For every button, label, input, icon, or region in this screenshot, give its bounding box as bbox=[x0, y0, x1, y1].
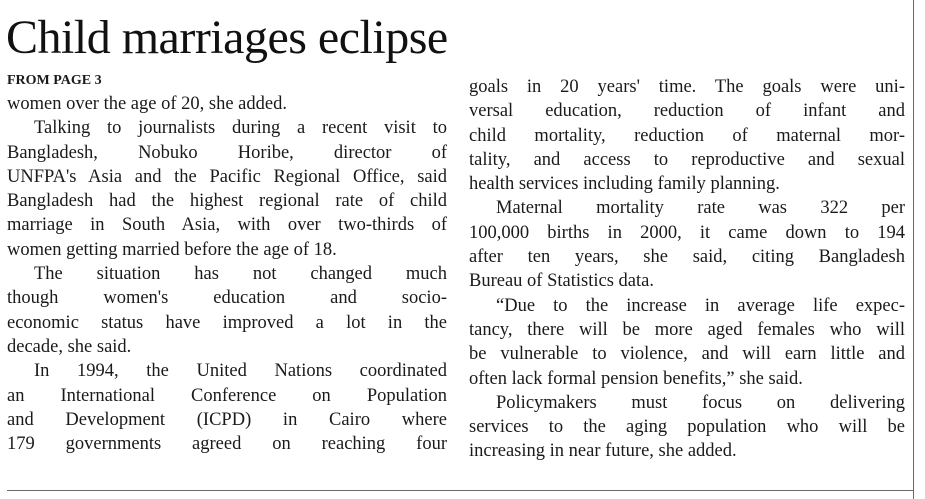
body-line: and Development (ICPD) in Cairo where bbox=[7, 409, 447, 430]
bottom-rule bbox=[7, 490, 913, 491]
body-line: women over the age of 20, she added. bbox=[7, 94, 287, 114]
body-line: increasing in near future, she added. bbox=[469, 441, 737, 462]
body-line: decade, she said. bbox=[7, 336, 132, 357]
body-line: Maternal mortality rate was 322 per bbox=[496, 198, 905, 219]
body-line: “Due to the increase in average life expec- bbox=[496, 295, 905, 316]
body-line: child mortality, reduction of maternal mor- bbox=[469, 125, 905, 146]
body-line: after ten years, she said, citing Bangladesh bbox=[469, 247, 905, 268]
body-line: often lack formal pension benefits,” she said. bbox=[469, 368, 803, 389]
body-line: versal education, reduction of infant and bbox=[469, 101, 905, 122]
body-line: women getting married before the age of 18. bbox=[7, 239, 337, 260]
body-line: health services including family planning. bbox=[469, 174, 780, 195]
body-line: In 1994, the United Nations coordinated bbox=[34, 361, 447, 382]
body-line: marriage in South Asia, with over two-thirds of bbox=[7, 215, 447, 236]
headline: Child marriages eclipse bbox=[6, 11, 448, 64]
body-line: Policymakers must focus on delivering bbox=[496, 392, 905, 413]
body-line: 179 governments agreed on reaching four bbox=[7, 434, 447, 455]
right-column bbox=[469, 75, 905, 464]
body-line: tality, and access to reproductive and sexual bbox=[469, 149, 905, 170]
column-rule bbox=[913, 0, 914, 499]
body-line: Bureau of Statistics data. bbox=[469, 271, 654, 292]
body-line: The situation has not changed much bbox=[34, 264, 447, 285]
body-line: Bangladesh, Nobuko Horibe, director of bbox=[7, 142, 447, 163]
body-line: Talking to journalists during a recent visit to bbox=[34, 118, 447, 139]
body-line: UNFPA's Asia and the Pacific Regional Office, said bbox=[7, 166, 447, 187]
body-line: tancy, there will be more aged females who will bbox=[469, 319, 905, 340]
body-line: goals in 20 years' time. The goals were uni- bbox=[469, 77, 905, 97]
body-line: Bangladesh had the highest regional rate of child bbox=[7, 191, 447, 212]
body-line: services to the aging population who will be bbox=[469, 417, 905, 438]
body-line: though women's education and socio- bbox=[7, 288, 447, 309]
body-line: 100,000 births in 2000, it came down to 194 bbox=[469, 222, 905, 243]
continuation-label: FROM PAGE 3 bbox=[7, 73, 102, 88]
left-column bbox=[7, 92, 447, 456]
body-line: economic status have improved a lot in the bbox=[7, 312, 447, 333]
body-line: be vulnerable to violence, and will earn little and bbox=[469, 344, 905, 365]
body-line: an International Conference on Population bbox=[7, 385, 447, 406]
